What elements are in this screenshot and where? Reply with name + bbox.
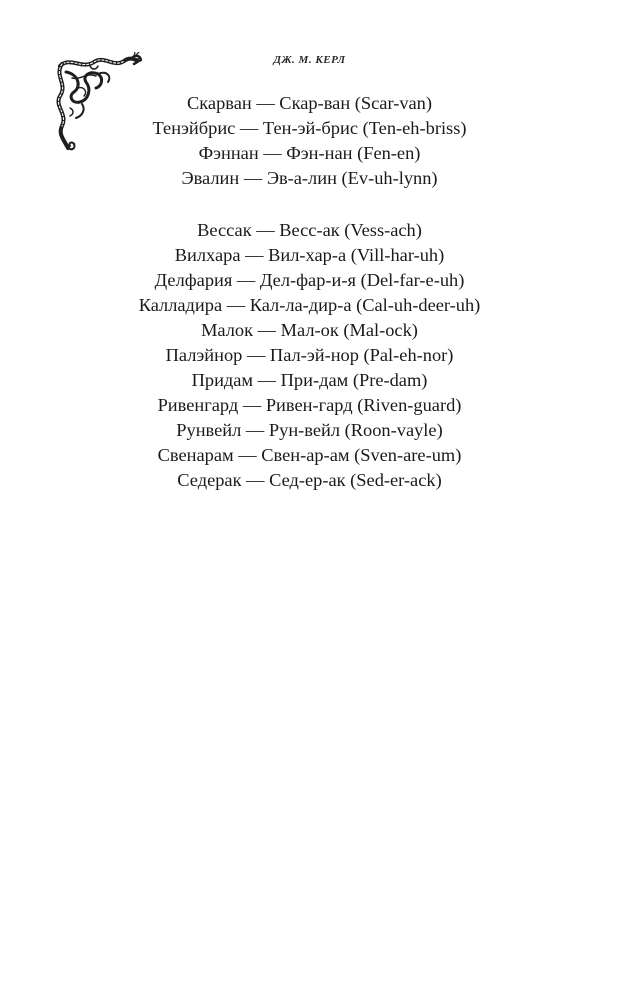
pronunciation-group-2 — [0, 218, 619, 493]
pronunciation-line: Придам — При-дам (Pre-dam) — [191, 370, 428, 390]
pronunciation-line: Тенэйбрис — Тен-эй-брис (Ten-eh-briss) — [152, 118, 467, 138]
pronunciation-line: Эвалин — Эв-а-лин (Ev-uh-lynn) — [181, 168, 438, 188]
pronunciation-line: Седерак — Сед-ер-ак (Sed-er-ack) — [177, 470, 442, 490]
pronunciation-line: Рунвейл — Рун-вейл (Roon-vayle) — [176, 420, 443, 440]
pronunciation-line: Скарван — Скар-ван (Scar-van) — [187, 93, 432, 113]
pronunciation-line: Свенарам — Свен-ар-ам (Sven-are-um) — [157, 445, 462, 465]
running-head-author: ДЖ. М. КЕРЛ — [273, 54, 346, 66]
pronunciation-line: Делфария — Дел-фар-и-я (Del-far-e-uh) — [154, 270, 465, 290]
pronunciation-line: Малок — Мал-ок (Mal-ock) — [201, 320, 418, 340]
pronunciation-line: Калладира — Кал-ла-дир-а (Cal-uh-deer-uh) — [138, 295, 481, 315]
pronunciation-group-1 — [0, 91, 619, 191]
pronunciation-line: Вилхара — Вил-хар-а (Vill-har-uh) — [174, 245, 445, 265]
pronunciation-line: Палэйнор — Пал-эй-нор (Pal-eh-nor) — [165, 345, 454, 365]
pronunciation-line: Вессак — Весс-ак (Vess-ach) — [197, 220, 422, 240]
pronunciation-line: Ривенгард — Ривен-гард (Riven-guard) — [157, 395, 462, 415]
pronunciation-line: Фэннан — Фэн-нан (Fen-en) — [198, 143, 421, 163]
